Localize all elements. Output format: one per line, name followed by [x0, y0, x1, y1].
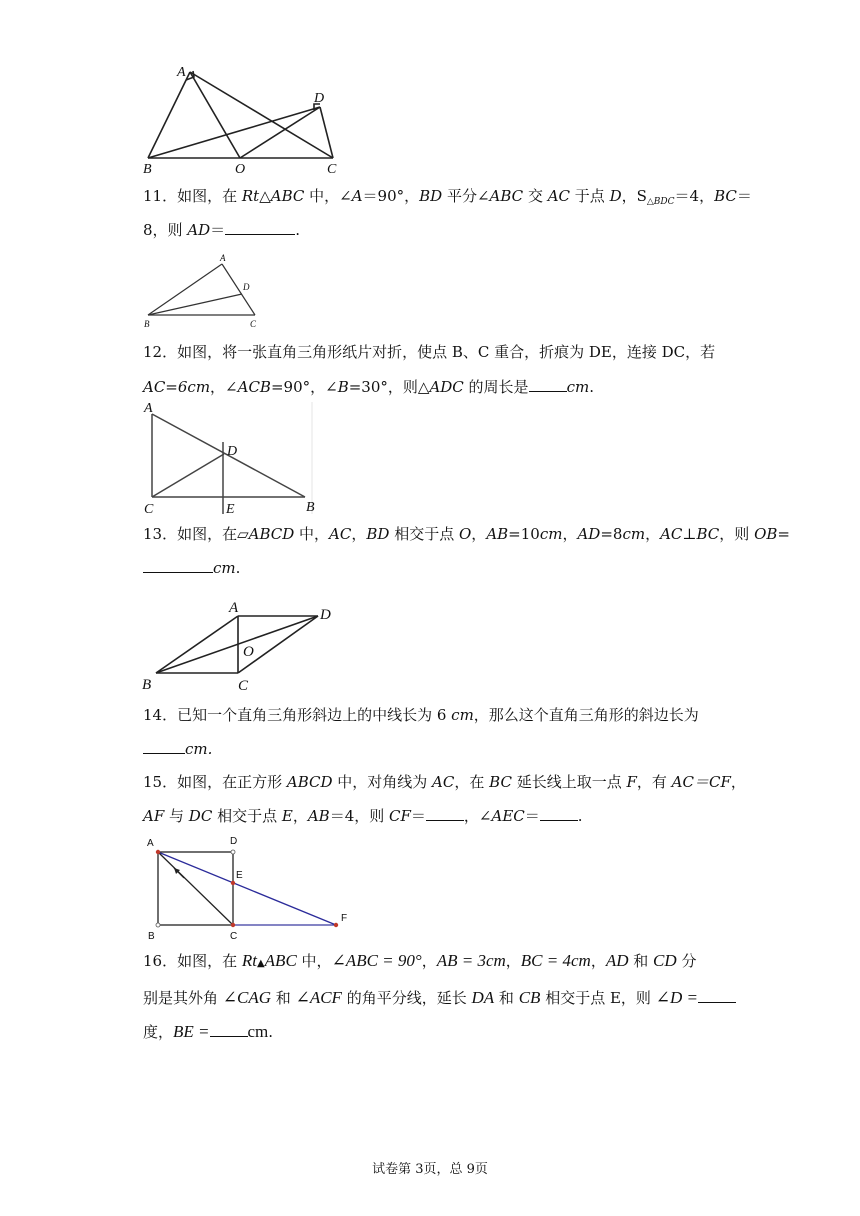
- text: ∠ABC = 90°: [331, 951, 422, 970]
- figure-q10: [140, 64, 340, 178]
- q15-line1: [143, 772, 746, 792]
- text: AB = 3cm: [436, 951, 506, 970]
- text: =8: [600, 525, 623, 543]
- answer-blank[interactable]: [540, 807, 578, 821]
- text: cm: [622, 525, 646, 543]
- text: D: [609, 187, 622, 205]
- label-O: O: [235, 162, 246, 177]
- text: 15．如图，在正方形: [143, 773, 287, 791]
- text: 14．已知一个直角三角形斜边上的中线长为 6: [143, 706, 452, 724]
- text: =30°，则△: [348, 378, 430, 396]
- text: ∠ACF: [295, 988, 342, 1007]
- figure-q15: [140, 832, 360, 944]
- text: ＝: [736, 187, 752, 205]
- text: △: [259, 187, 271, 205]
- text: AD: [605, 951, 629, 970]
- text: AF: [143, 807, 165, 825]
- text: ，那么这个直角三角形的斜边长为: [473, 706, 699, 724]
- text: 交: [523, 187, 548, 205]
- text: ，: [292, 807, 308, 825]
- answer-blank[interactable]: [529, 378, 567, 392]
- figure-q13: [140, 598, 340, 694]
- text: AEC: [491, 807, 525, 825]
- figure-q11: [140, 252, 270, 332]
- text: ＝: [410, 807, 426, 825]
- text: 和: [494, 989, 519, 1007]
- text: BC = 4cm: [520, 951, 591, 970]
- text: ADC: [429, 378, 464, 396]
- text: A: [351, 187, 363, 205]
- text: .: [589, 378, 594, 396]
- label-A: A: [144, 401, 153, 416]
- text: AC⊥BC: [660, 525, 720, 543]
- text: 于点: [570, 187, 610, 205]
- text: ACB: [237, 378, 271, 396]
- text: =10: [508, 525, 540, 543]
- figure-q12: [140, 400, 320, 520]
- text: 与: [164, 807, 189, 825]
- q12-line2: [143, 377, 594, 397]
- q16-line3: [143, 1022, 273, 1042]
- text: ，: [421, 952, 437, 970]
- text: ＝90°，: [362, 187, 420, 205]
- text: AC: [432, 773, 455, 791]
- q14-line2: [143, 739, 212, 759]
- text: BD: [366, 525, 390, 543]
- label-B: B: [144, 319, 150, 329]
- text: AC＝CF: [671, 773, 731, 791]
- label-E: E: [226, 502, 235, 517]
- text: ∠D =: [655, 988, 698, 1007]
- text: cm: [213, 559, 236, 577]
- text: cm.: [185, 740, 213, 758]
- text: ＝: [210, 221, 226, 239]
- q16-line2: [143, 988, 736, 1008]
- text: DA: [471, 988, 495, 1007]
- text: 度，: [143, 1023, 174, 1041]
- label-C: C: [238, 678, 249, 694]
- answer-blank[interactable]: [210, 1023, 248, 1037]
- text: ABC: [270, 187, 305, 205]
- text: B: [337, 378, 349, 396]
- answer-blank[interactable]: [426, 807, 464, 821]
- text: 相交于点 E，则: [540, 989, 656, 1007]
- text: cm: [451, 706, 474, 724]
- text: cm: [539, 525, 563, 543]
- text: ，: [351, 525, 367, 543]
- text: CF: [389, 807, 411, 825]
- q11-line1: [143, 186, 752, 212]
- label-D: D: [320, 607, 331, 623]
- q13-line2: [143, 558, 240, 578]
- text: =90°，∠: [270, 378, 338, 396]
- text: 11．如图，在: [143, 187, 242, 205]
- label-A: A: [177, 65, 186, 80]
- text: ，: [562, 525, 578, 543]
- answer-blank[interactable]: [143, 559, 213, 573]
- text: ▲: [256, 958, 265, 969]
- text: =: [777, 525, 790, 543]
- text: Rt: [241, 187, 260, 205]
- text: ，: [590, 952, 606, 970]
- text: .: [235, 559, 241, 577]
- text: ＝4，: [674, 187, 715, 205]
- text: 中，对角线为: [332, 773, 433, 791]
- text: F: [626, 773, 637, 791]
- q14-line1: [143, 705, 699, 725]
- text: .: [577, 807, 583, 825]
- text: 平分∠: [442, 187, 490, 205]
- label-B: B: [148, 931, 155, 942]
- text: AB: [486, 525, 509, 543]
- text: BD: [419, 187, 443, 205]
- label-O: O: [243, 644, 254, 660]
- text: 别是其外角: [143, 989, 223, 1007]
- text: DC: [188, 807, 213, 825]
- text: 中，: [296, 952, 332, 970]
- text: AC: [329, 525, 352, 543]
- text: CD: [653, 951, 677, 970]
- text: 中，∠: [304, 187, 352, 205]
- answer-blank[interactable]: [698, 989, 736, 1003]
- text: ，: [645, 525, 661, 543]
- text: 的角平分线，延长: [341, 989, 472, 1007]
- label-B: B: [306, 500, 315, 515]
- text: .: [268, 1023, 274, 1041]
- text: BC: [489, 773, 512, 791]
- text: OB: [754, 525, 778, 543]
- q15-line2: [143, 806, 583, 826]
- text: ＝: [524, 807, 540, 825]
- text: ，S: [621, 187, 647, 205]
- label-F: F: [341, 913, 348, 924]
- text: ABC: [264, 951, 297, 970]
- label-E: E: [236, 870, 243, 881]
- text: AB: [307, 807, 330, 825]
- answer-blank[interactable]: [225, 221, 295, 235]
- label-D: D: [227, 444, 238, 459]
- label-B: B: [143, 162, 152, 177]
- subscript: △BDC: [646, 197, 675, 207]
- page-footer: 试卷第 3页，总 9页: [372, 1162, 488, 1177]
- text: ，: [730, 773, 746, 791]
- text: CB: [518, 988, 541, 1007]
- text: BE =: [173, 1022, 210, 1041]
- text: ∠CAG: [222, 988, 272, 1007]
- label-D: D: [314, 91, 325, 106]
- text: ，: [471, 525, 487, 543]
- text: 和: [628, 952, 654, 970]
- text: 相交于点: [212, 807, 282, 825]
- text: 8，则: [143, 221, 188, 239]
- text: 中，: [294, 525, 330, 543]
- text: .: [295, 221, 300, 239]
- text: 和: [271, 989, 296, 1007]
- q11-line2: [143, 220, 300, 240]
- text: ABCD: [248, 525, 295, 543]
- text: AD: [187, 221, 211, 239]
- text: ，则: [719, 525, 755, 543]
- text: cm: [247, 1022, 269, 1041]
- label-C: C: [144, 502, 154, 517]
- label-A: A: [220, 253, 226, 263]
- text: 的周长是: [463, 378, 529, 396]
- answer-blank[interactable]: [143, 740, 185, 754]
- text: ，∠: [463, 807, 492, 825]
- text: 13．如图，在▱: [143, 525, 249, 543]
- text: 分: [676, 952, 697, 970]
- text: 12．如图，将一张直角三角形纸片对折，使点 B、C 重合，折痕为 DE，连接 DC，若: [143, 343, 716, 361]
- text: AD: [577, 525, 601, 543]
- label-B: B: [142, 677, 152, 693]
- text: Rt: [241, 951, 257, 970]
- text: ，在: [454, 773, 490, 791]
- text: AC=6: [143, 378, 188, 396]
- label-D: D: [230, 836, 238, 847]
- text: ＝4，则: [329, 807, 389, 825]
- text: E: [281, 807, 293, 825]
- text: ABC: [489, 187, 524, 205]
- label-C: C: [327, 162, 337, 177]
- q12-line1: [143, 342, 715, 362]
- text: BC: [714, 187, 737, 205]
- text: cm: [187, 378, 211, 396]
- label-A: A: [147, 838, 154, 849]
- q16-line1: [143, 951, 696, 974]
- text: 16．如图，在: [143, 952, 242, 970]
- text: cm: [566, 378, 590, 396]
- label-A: A: [229, 600, 239, 616]
- label-C: C: [230, 931, 238, 942]
- text: O: [458, 525, 472, 543]
- text: 延长线上取一点: [511, 773, 627, 791]
- text: ，∠: [210, 378, 238, 396]
- q13-line1: [143, 524, 790, 544]
- label-D: D: [243, 282, 250, 292]
- text: 相交于点: [389, 525, 459, 543]
- text: ，: [505, 952, 521, 970]
- label-C: C: [250, 319, 257, 329]
- text: AC: [547, 187, 571, 205]
- text: ，有: [636, 773, 672, 791]
- text: ABCD: [286, 773, 333, 791]
